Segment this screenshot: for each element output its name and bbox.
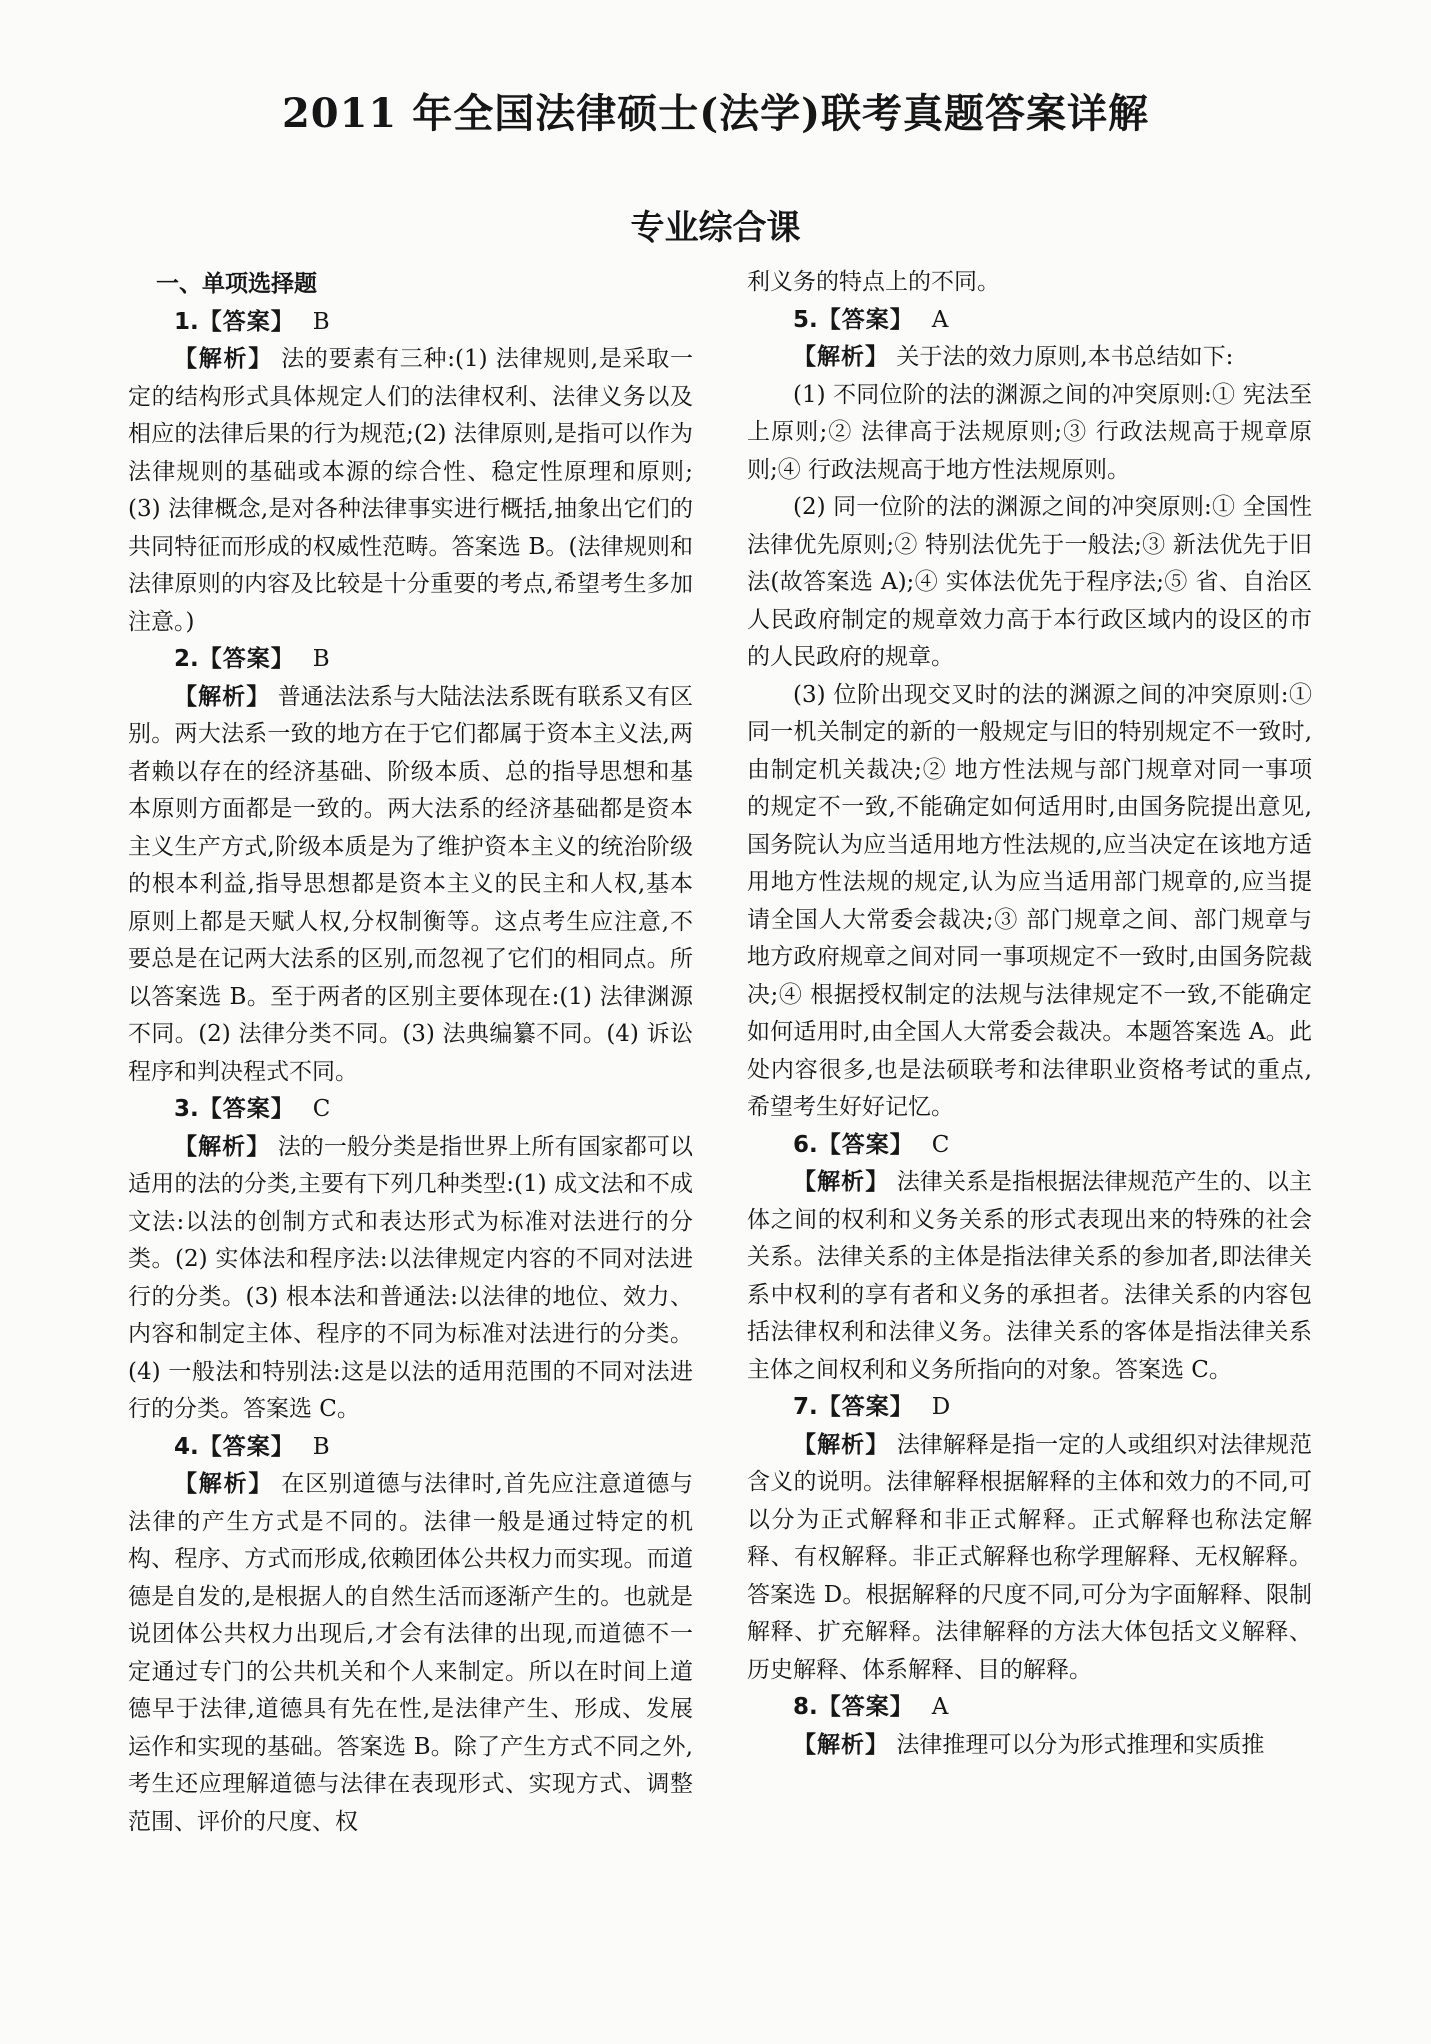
question-number: 5.	[793, 306, 818, 333]
question-number: 2.	[174, 646, 199, 672]
answer-tag: 【答案】	[198, 1096, 295, 1122]
question-number: 4.	[174, 1433, 199, 1460]
answer-tag: 【答案】	[198, 646, 295, 672]
answer-letter: A	[931, 1694, 949, 1720]
answer-tag: 【答案】	[817, 1694, 914, 1720]
explanation-tag: 【解析】	[793, 1169, 890, 1195]
section-heading: 一、单项选择题	[156, 271, 317, 297]
explanation-text: 关于法的效力原则,本书总结如下:	[896, 344, 1234, 370]
answer-line-q3	[128, 1091, 693, 1129]
answer-letter: B	[312, 308, 330, 335]
answer-line-q4	[128, 1429, 693, 1467]
answer-letter: C	[931, 1131, 950, 1158]
answer-tag: 【答案】	[198, 1433, 295, 1460]
explanation-tag: 【解析】	[793, 1431, 890, 1458]
question-number: 8.	[793, 1694, 818, 1720]
explanation-text: 法的要素有三种:(1) 法律规则,是采取一定的结构形式具体规定人们的法律权利、法律义务以及相应的法律后果的行为规范;(2) 法律原则,是指可以作为法律规则的基础或本源的综合性、稳定性原理和原则;(3) 法律概念,是对各种法律事实进行概括,抽象出它们的共同特征而形成的权威性范畴。答案选 B。(法律规则和法律原则的内容及比较是十分重要的考点,希望考生多加注意。)	[128, 346, 694, 635]
explanation-tag: 【解析】	[174, 1471, 274, 1497]
explanation-tag: 【解析】	[174, 346, 273, 372]
explanation-q5-part3: (3) 位阶出现交叉时的法的渊源之间的冲突原则:① 同一机关制定的新的一般规定与旧的特别规定不一致时,由制定机关裁决;② 地方性法规与部门规章对同一事项的规定不一致,不能确定如何适用时,由国务院提出意见,国务院认为应当适用地方性法规的,应当决定在该地方适用地方性法规的规定,认为应当适用部门规章的,应当提请全国人大常委会裁决;③ 部门规章之间、部门规章与地方政府规章之间对同一事项规定不一致时,由国务院裁决;④ 根据授权制定的法规与法律规定不一致,不能确定如何适用时,由全国人大常委会裁决。本题答案选 A。此处内容很多,也是法硕联考和法律职业资格考试的重点,希望考生好好记忆。	[747, 681, 1312, 1120]
explanation-q6	[747, 1164, 1312, 1389]
explanation-q1	[128, 341, 693, 641]
continued-text: 利义务的特点上的不同。	[747, 269, 1000, 295]
answer-letter: A	[931, 306, 949, 333]
explanation-q5-part1: (1) 不同位阶的法的渊源之间的冲突原则:① 宪法至上原则;② 法律高于法规原则;③ 行政法规高于规章原则;④ 行政法规高于地方性法规原则。	[747, 381, 1312, 483]
answer-letter: B	[312, 646, 330, 672]
left-column	[128, 266, 693, 1841]
explanation-q5	[747, 339, 1312, 377]
question-number: 6.	[793, 1131, 818, 1158]
answer-tag: 【答案】	[817, 306, 914, 333]
explanation-q4	[128, 1466, 693, 1841]
explanation-q7	[747, 1427, 1312, 1690]
answer-tag: 【答案】	[198, 308, 295, 335]
answer-line-q5	[747, 302, 1312, 340]
explanation-tag: 【解析】	[793, 1731, 889, 1758]
question-number: 3.	[174, 1096, 199, 1122]
answer-line-q1	[128, 304, 693, 342]
explanation-tag: 【解析】	[174, 683, 271, 710]
explanation-text: 法的一般分类是指世界上所有国家都可以适用的法的分类,主要有下列几种类型:(1) 成文法和不成文法:以法的创制方式和表达形式为标准对法进行的分类。(2) 实体法和程序法:以法律规定内容的不同对法进行的分类。(3) 根本法和普通法:以法律的地位、效力、内容和制定主体、程序的不同为标准对法进行的分类。(4) 一般法和特别法:这是以法的适用范围的不同对法进行的分类。答案选 C。	[128, 1133, 694, 1422]
answer-letter: B	[312, 1433, 330, 1460]
answer-line-q8	[747, 1689, 1312, 1727]
answer-tag: 【答案】	[817, 1394, 914, 1420]
explanation-q3	[128, 1129, 693, 1429]
explanation-text: 普通法法系与大陆法法系既有联系又有区别。两大法系一致的地方在于它们都属于资本主义法,两者赖以存在的经济基础、阶级本质、总的指导思想和基本原则方面都是一致的。两大法系的经济基础都是资本主义生产方式,阶级本质是为了维护资本主义的统治阶级的根本利益,指导思想都是资本主义的民主和人权,基本原则上都是天赋人权,分权制衡等。这点考生应注意,不要总是在记两大法系的区别,而忽视了它们的相同点。所以答案选 B。至于两者的区别主要体现在:(1) 法律渊源不同。(2) 法律分类不同。(3) 法典编纂不同。(4) 诉讼程序和判决程式不同。	[128, 683, 694, 1085]
question-number: 7.	[793, 1394, 818, 1420]
explanation-text: 法律关系是指根据法律规范产生的、以主体之间的权利和义务关系的形式表现出来的特殊的社会关系。法律关系的主体是指法律关系的参加者,即法律关系中权利的享有者和义务的承担者。法律关系的内容包括法律权利和法律义务。法律关系的客体是指法律关系主体之间权利和义务所指向的对象。答案选 C。	[747, 1169, 1313, 1383]
answer-letter: D	[931, 1394, 951, 1420]
explanation-text: 在区别道德与法律时,首先应注意道德与法律的产生方式是不同的。法律一般是通过特定的机构、程序、方式而形成,依赖团体公共权力而实现。而道德是自发的,是根据人的自然生活而逐渐产生的。也就是说团体公共权力出现后,才会有法律的出现,而道德不一定通过专门的公共机关和个人来制定。所以在时间上道德早于法律,道德具有先在性,是法律产生、形成、发展运作和实现的基础。答案选 B。除了产生方式不同之外,考生还应理解道德与法律在表现形式、实现方式、调整范围、评价的尺度、权	[128, 1471, 694, 1835]
explanation-q2	[128, 679, 693, 1092]
page-title: 2011 年全国法律硕士(法学)联考真题答案详解	[281, 90, 1150, 137]
answer-letter: C	[312, 1096, 331, 1122]
answer-tag: 【答案】	[817, 1131, 914, 1158]
explanation-q8	[747, 1727, 1312, 1765]
answer-line-q2	[128, 641, 693, 679]
right-column	[747, 264, 1312, 1764]
explanation-text: 法律解释是指一定的人或组织对法律规范含义的说明。法律解释根据解释的主体和效力的不同,可以分为正式解释和非正式解释。正式解释也称法定解释、有权解释。非正式解释也称学理解释、无权解释。答案选 D。根据解释的尺度不同,可分为字面解释、限制解释、扩充解释。法律解释的方法大体包括文义解释、历史解释、体系解释、目的解释。	[747, 1431, 1313, 1683]
section-title: 专业综合课	[630, 208, 801, 248]
question-number: 1.	[174, 308, 199, 335]
explanation-tag: 【解析】	[174, 1133, 271, 1160]
explanation-text: 法律推理可以分为形式推理和实质推	[896, 1731, 1265, 1758]
answer-line-q6	[747, 1127, 1312, 1165]
explanation-q5-part2: (2) 同一位阶的法的渊源之间的冲突原则:① 全国性法律优先原则;② 特别法优先于一般法;③ 新法优先于旧法(故答案选 A);④ 实体法优先于程序法;⑤ 省、自治区人民政府制定的规章效力高于本行政区域内的设区的市的人民政府的规章。	[747, 494, 1312, 670]
answer-line-q7	[747, 1389, 1312, 1427]
explanation-tag: 【解析】	[793, 344, 889, 370]
